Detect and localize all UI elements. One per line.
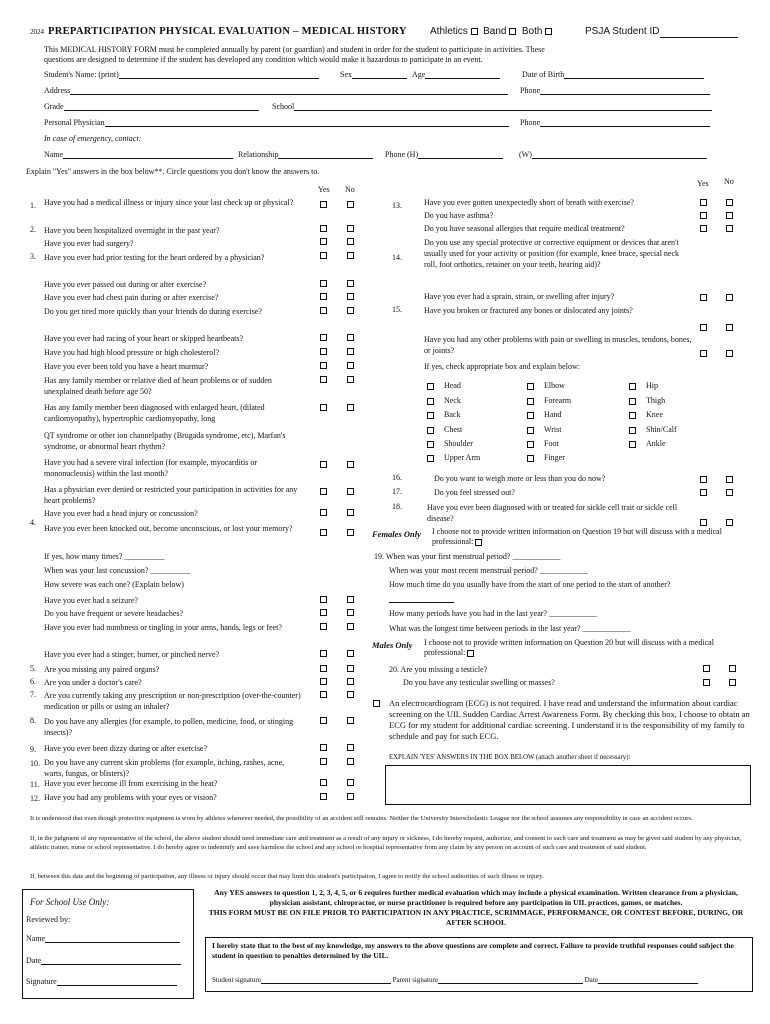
signature-row xyxy=(212,975,698,984)
yes-checkbox[interactable] xyxy=(320,650,327,657)
left-question-text: When was your last concussion? __________ xyxy=(44,566,191,575)
no-checkbox[interactable] xyxy=(347,376,354,383)
right-question-number: 14. xyxy=(392,253,402,262)
left-question-number: 5. xyxy=(30,664,36,673)
explain-box-label: EXPLAIN 'YES' ANSWERS IN THE BOX BELOW (attach another sheet if necessary): xyxy=(389,754,631,761)
left-question-number: 1. xyxy=(30,201,36,210)
yes-checkbox[interactable] xyxy=(320,334,327,341)
body-part-option[interactable] xyxy=(527,410,561,419)
ecg-statement: An electrocardiogram (ECG) is not required. I have read and understand the information about cardiac screening on the UIL Sudden Cardiac Arrest Awareness Form. By checking this box, I choose to obtain an ECG for my student for additional cardiac screening. I understand it is the responsibility of my family to schedule and pay for such ECG. xyxy=(389,698,750,741)
body-part-label: Foot xyxy=(544,439,559,448)
body-part-label: Ankle xyxy=(646,439,666,448)
intro-text: This MEDICAL HISTORY FORM must be completed annually by parent (or guardian) and student in order for the student to participate in activities. These questions are designed to determine if the student has developed any condition which would make it hazardous to participate in an event. xyxy=(44,45,545,64)
yes-checkbox[interactable] xyxy=(320,348,327,355)
left-question-number: 10. xyxy=(30,759,40,768)
yes-checkbox[interactable] xyxy=(320,665,327,672)
left-question-text: Have you had a medical illness or injury since your last check up or physical? xyxy=(44,198,294,207)
yes-checkbox[interactable] xyxy=(320,404,327,411)
left-question-text: Do you have any current skin problems (for example, itching, rashes, acne, warts, fungus, or blisters)? xyxy=(44,758,285,778)
truthfulness-statement: I hereby state that to the best of my knowledge, my answers to the above questions are complete and correct. Failure to provide truthful responses could subject the student in question to penalties determined by the UIL. xyxy=(212,941,734,960)
body-part-checkbox[interactable] xyxy=(629,383,636,390)
body-part-option[interactable] xyxy=(527,381,565,390)
no-checkbox[interactable] xyxy=(347,650,354,657)
yes-checkbox[interactable] xyxy=(320,678,327,685)
sex-field[interactable]: Sex xyxy=(340,70,407,79)
females-only-label: Females Only xyxy=(372,529,421,539)
phone-home-field[interactable]: Phone (H) xyxy=(385,150,503,159)
left-question-text: Are you currently taking any prescription or non-prescription (over-the-counter) medication or pills or using an inhaler? xyxy=(44,691,301,711)
body-part-option[interactable] xyxy=(527,453,565,462)
ecg-checkbox[interactable] xyxy=(373,700,380,707)
yes-checkbox[interactable] xyxy=(320,758,327,765)
body-part-label: Wrist xyxy=(544,425,562,434)
right-question-text: Have you ever been diagnosed with or treated for sickle cell trait or sickle cell disease? xyxy=(427,503,678,523)
no-checkbox[interactable] xyxy=(347,404,354,411)
body-part-label: Thigh xyxy=(646,396,666,405)
body-part-label: Head xyxy=(444,381,461,390)
no-checkbox[interactable] xyxy=(347,609,354,616)
yes-checkbox[interactable] xyxy=(320,225,327,232)
body-part-label: Hip xyxy=(646,381,658,390)
no-checkbox[interactable] xyxy=(347,717,354,724)
yes-checkbox[interactable] xyxy=(700,519,707,526)
body-part-checkbox[interactable] xyxy=(427,383,434,390)
left-question-text: Do you have frequent or severe headaches? xyxy=(44,609,184,618)
right-question-text: Have you had any other problems with pain or swelling in muscles, tendons, bones, or joints? xyxy=(424,335,692,355)
both-checkbox[interactable] xyxy=(545,28,552,35)
left-question-text: Have you ever been knocked out, become unconscious, or lost your memory? xyxy=(44,524,293,533)
females-note: I choose not to provide written information on Question 19 but will discuss with a medical professional: xyxy=(432,527,722,546)
body-part-label: Neck xyxy=(444,396,461,405)
q19-period-interval: How much time do you usually have from the start of one period to the start of another? xyxy=(389,580,671,589)
body-part-option[interactable] xyxy=(427,381,461,390)
left-question-number: 7. xyxy=(30,690,36,699)
yes-checkbox[interactable] xyxy=(320,529,327,536)
body-part-label: Finger xyxy=(544,453,565,462)
phone-work-field[interactable]: (W) xyxy=(519,150,707,159)
school-use-name-field[interactable]: Name xyxy=(26,934,180,943)
no-checkbox[interactable] xyxy=(347,758,354,765)
yes-checkbox[interactable] xyxy=(320,717,327,724)
no-checkbox[interactable] xyxy=(726,212,733,219)
body-part-option[interactable] xyxy=(629,439,666,448)
left-question-number: 12. xyxy=(30,794,40,803)
right-question-text: Do you feel stressed out? xyxy=(434,488,515,497)
left-question-text: Have you ever become ill from exercising in the heat? xyxy=(44,779,218,788)
no-checkbox[interactable] xyxy=(347,678,354,685)
q19-longest-time: What was the longest time between periods in the last year? ____________ xyxy=(389,624,631,633)
left-question-text: Have you ever passed out during or after exercise? xyxy=(44,280,207,289)
right-question-text: Have you broken or fractured any bones or dislocated any joints? xyxy=(424,306,633,315)
yes-checkbox[interactable] xyxy=(320,307,327,314)
q19-period-count: How many periods have you had in the last year? ____________ xyxy=(389,609,597,618)
yes-checkbox[interactable] xyxy=(320,691,327,698)
no-checkbox[interactable] xyxy=(347,280,354,287)
physician-phone-field[interactable]: Phone xyxy=(520,118,710,127)
left-question-number: 11. xyxy=(30,780,40,789)
left-question-text: Have you ever been dizzy during or after exercise? xyxy=(44,744,208,753)
no-checkbox[interactable] xyxy=(347,596,354,603)
right-question-number: 17. xyxy=(392,487,402,496)
body-part-label: Shin/Calf xyxy=(646,425,677,434)
yes-header-left: Yes xyxy=(318,185,330,194)
no-header-left: No xyxy=(345,185,355,194)
no-header-right: No xyxy=(724,177,734,186)
consent-paragraph: If, in the judgment of any representative of the school, the above student should need immediate care and treatment as a result of any injury or sickness, I do hereby request, authorize, and consent to such care and treatment as may be given said student by any physician, athletic trainer, nurse or school representative. I do hereby agree to indemnify and save harmless the school and any school or hospital representative from any claim by any person on account of such care and treatment of said student. xyxy=(30,835,742,851)
no-checkbox[interactable] xyxy=(347,348,354,355)
body-part-option[interactable] xyxy=(629,425,677,434)
right-question-text: Do you have seasonal allergies that require medical treatment? xyxy=(424,224,625,233)
no-checkbox[interactable] xyxy=(347,623,354,630)
left-question-text: Have you ever had prior testing for the heart ordered by a physician? xyxy=(44,253,265,262)
no-checkbox[interactable] xyxy=(347,307,354,314)
no-checkbox[interactable] xyxy=(347,488,354,495)
age-field[interactable]: Age xyxy=(412,70,500,79)
yes-checkbox[interactable] xyxy=(320,623,327,630)
left-question-text: Have you ever been told you have a heart murmur? xyxy=(44,362,209,371)
no-checkbox[interactable] xyxy=(347,293,354,300)
yes-checkbox[interactable] xyxy=(320,779,327,786)
school-field[interactable]: School xyxy=(272,102,712,111)
option-athletics[interactable]: Athletics Band Both xyxy=(430,26,552,38)
males-only-label: Males Only xyxy=(372,640,413,650)
notify-paragraph: If, between this date and the beginning of participation, any illness or injury should occur that may limit this student's participation, I agree to notify the school authorities of such illness or injury. xyxy=(30,873,544,880)
no-checkbox[interactable] xyxy=(726,199,733,206)
body-part-checkbox[interactable] xyxy=(629,441,636,448)
body-part-option[interactable] xyxy=(527,396,571,405)
right-question-text: Do you have asthma? xyxy=(424,211,494,220)
explain-instructions: Explain "Yes" answers in the box below**. Circle questions you don't know the answers to. xyxy=(26,167,320,176)
yes-checkbox[interactable] xyxy=(320,461,327,468)
body-part-checkbox[interactable] xyxy=(527,427,534,434)
left-question-text: QT syndrome or other ion channelpathy (Brugada syndrome, etc), Marfan's syndrome, or abnormal heart rhythm? xyxy=(44,431,286,451)
body-part-label: Back xyxy=(444,410,461,419)
left-question-number: 4. xyxy=(30,518,36,527)
school-use-signature-field[interactable]: Signature xyxy=(26,977,177,986)
body-part-label: Knee xyxy=(646,410,663,419)
clearance-notice: Any YES answers to question 1, 2, 3, 4, 5, or 6 requires further medical evaluation which may include a physical examination. Written clearance from a physician, physician assistant, chiropractor, or nurse practitioner is required before any participation in UIL practices, games, or matches. THIS FORM MUST BE ON FILE PRIOR TO PARTICIPATION IN ANY PRACTICE, SCRIMMAGE, PERFORMANCE, OR CONTEST BEFORE, DURING, OR AFTER SCHOOL xyxy=(208,888,744,927)
no-checkbox[interactable] xyxy=(726,476,733,483)
body-part-label: Hand xyxy=(544,410,562,419)
left-question-text: Have you had a severe viral infection (for example, myocarditis or mononucleosis) within the last month? xyxy=(44,458,258,478)
body-part-option[interactable] xyxy=(629,396,665,405)
yes-checkbox[interactable] xyxy=(700,350,707,357)
no-checkbox[interactable] xyxy=(347,529,354,536)
yes-checkbox[interactable] xyxy=(700,225,707,232)
males-note: I choose not to provide written information on Question 20 but will discuss with a medical professional: xyxy=(424,638,714,657)
signature-date-field[interactable]: Date xyxy=(585,976,698,984)
yes-checkbox[interactable] xyxy=(320,362,327,369)
q20-yes-checkbox[interactable] xyxy=(703,665,710,672)
right-question-number: 16. xyxy=(392,473,402,482)
body-part-checkbox[interactable] xyxy=(427,398,434,405)
left-question-number: 6. xyxy=(30,677,36,686)
left-question-number: 2. xyxy=(30,225,36,234)
body-part-label: Upper Arm xyxy=(444,453,481,462)
body-part-checkbox[interactable] xyxy=(427,441,434,448)
emergency-name-field[interactable]: Name xyxy=(44,150,233,159)
left-question-text: Have you ever had numbness or tingling in your arms, hands, legs or feet? xyxy=(44,623,282,632)
no-checkbox[interactable] xyxy=(347,509,354,516)
right-question-text: If yes, check appropriate box and explain below: xyxy=(424,362,580,371)
left-question-text: Has any family member been diagnosed with enlarged heart, (dilated cardiomyopathy), hypertrophic cardiomyopathy, long xyxy=(44,403,265,423)
student-signature-field[interactable]: Student signature xyxy=(212,976,391,984)
reviewed-by-label: Reviewed by: xyxy=(26,915,71,924)
no-checkbox[interactable] xyxy=(347,793,354,800)
body-part-option[interactable] xyxy=(629,381,658,390)
q19-first-period: 19. When was your first menstrual period? ____________ xyxy=(374,552,561,561)
left-question-text: Are you under a doctor's care? xyxy=(44,678,142,687)
yes-checkbox[interactable] xyxy=(700,489,707,496)
right-question-number: 18. xyxy=(392,502,402,511)
body-part-checkbox[interactable] xyxy=(527,383,534,390)
parent-signature-field[interactable]: Parent signature xyxy=(393,976,583,984)
no-checkbox[interactable] xyxy=(347,252,354,259)
left-question-text: Have you ever had racing of your heart or skipped heartbeats? xyxy=(44,334,244,343)
body-part-checkbox[interactable] xyxy=(527,412,534,419)
right-question-number: 13. xyxy=(392,201,402,210)
no-checkbox[interactable] xyxy=(726,294,733,301)
left-question-number: 8. xyxy=(30,716,36,725)
no-checkbox[interactable] xyxy=(726,324,733,331)
body-part-option[interactable] xyxy=(629,410,663,419)
body-part-checkbox[interactable] xyxy=(629,412,636,419)
no-checkbox[interactable] xyxy=(347,225,354,232)
body-part-checkbox[interactable] xyxy=(427,412,434,419)
yes-checkbox[interactable] xyxy=(700,294,707,301)
q20b-no-checkbox[interactable] xyxy=(729,679,736,686)
emergency-label: In case of emergency, contact: xyxy=(44,134,142,143)
body-part-checkbox[interactable] xyxy=(427,427,434,434)
body-part-checkbox[interactable] xyxy=(629,398,636,405)
yes-checkbox[interactable] xyxy=(320,293,327,300)
body-part-label: Elbow xyxy=(544,381,565,390)
form-title: PREPARTICIPATION PHYSICAL EVALUATION – MEDICAL HISTORY xyxy=(48,26,407,37)
right-question-number: 15. xyxy=(392,305,402,314)
yes-checkbox[interactable] xyxy=(320,609,327,616)
yes-checkbox[interactable] xyxy=(320,238,327,245)
left-question-text: Are you missing any paired organs? xyxy=(44,665,160,674)
q19-interval-line[interactable] xyxy=(389,594,454,603)
school-use-title: For School Use Only: xyxy=(30,897,110,907)
no-checkbox[interactable] xyxy=(347,779,354,786)
body-part-checkbox[interactable] xyxy=(427,455,434,462)
no-checkbox[interactable] xyxy=(726,489,733,496)
yes-checkbox[interactable] xyxy=(700,199,707,206)
no-checkbox[interactable] xyxy=(726,225,733,232)
left-question-text: If yes, how many times? __________ xyxy=(44,552,165,561)
physician-field[interactable]: Personal Physician xyxy=(44,118,509,127)
yes-header-right: Yes xyxy=(697,179,709,188)
yes-checkbox[interactable] xyxy=(700,324,707,331)
left-question-text: Do you have any allergies (for example, to pollen, medicine, food, or stinging insects)? xyxy=(44,717,294,737)
no-checkbox[interactable] xyxy=(347,362,354,369)
left-question-number: 3. xyxy=(30,252,36,261)
no-checkbox[interactable] xyxy=(347,691,354,698)
body-part-checkbox[interactable] xyxy=(527,455,534,462)
school-use-date-field[interactable]: Date xyxy=(26,956,181,965)
form-year: 2024 xyxy=(30,28,44,36)
body-part-option[interactable] xyxy=(427,410,460,419)
right-question-text: Have you ever gotten unexpectedly short of breath with exercise? xyxy=(424,198,634,207)
q19-recent-period: When was your most recent menstrual period? ____________ xyxy=(389,566,588,575)
yes-checkbox[interactable] xyxy=(320,793,327,800)
yes-checkbox[interactable] xyxy=(320,201,327,208)
left-question-text: Do you get tired more quickly than your friends do during exercise? xyxy=(44,307,262,316)
band-checkbox[interactable] xyxy=(509,28,516,35)
left-question-text: Have you ever had a stinger, burner, or pinched nerve? xyxy=(44,650,220,659)
left-question-text: Have you ever had chest pain during or after exercise? xyxy=(44,293,219,302)
q20b-yes-checkbox[interactable] xyxy=(703,679,710,686)
body-part-option[interactable] xyxy=(427,453,480,462)
student-id-field[interactable]: PSJA Student ID xyxy=(585,26,738,38)
left-question-text: Have you had any problems with your eyes or vision? xyxy=(44,793,217,802)
yes-checkbox[interactable] xyxy=(320,744,327,751)
no-checkbox[interactable] xyxy=(726,350,733,357)
athletics-checkbox[interactable] xyxy=(471,28,478,35)
student-name-field[interactable]: Student's Name: (print) xyxy=(44,70,319,79)
body-part-checkbox[interactable] xyxy=(527,398,534,405)
yes-checkbox[interactable] xyxy=(700,212,707,219)
body-part-label: Forearm xyxy=(544,396,572,405)
yes-checkbox[interactable] xyxy=(320,596,327,603)
yes-checkbox[interactable] xyxy=(700,476,707,483)
q20-testicle: 20. Are you missing a testicle? xyxy=(389,665,488,674)
left-question-text: Has any family member or relative died of heart problems or of sudden unexplained death before age 50? xyxy=(44,376,272,396)
body-part-option[interactable] xyxy=(427,425,462,434)
left-question-text: Have you had high blood pressure or high cholesterol? xyxy=(44,348,220,357)
right-question-text: Do you use any special protective or corrective equipment or devices that aren't usually used for your activity or position (for example, knee brace, special neck roll, foot orthotics, retainer on your teeth, hearing aid)? xyxy=(424,238,680,269)
yes-checkbox[interactable] xyxy=(320,280,327,287)
no-checkbox[interactable] xyxy=(347,461,354,468)
q20-swelling: Do you have any testicular swelling or masses? xyxy=(403,678,555,687)
body-part-option[interactable] xyxy=(427,439,473,448)
dob-field[interactable]: Date of Birth xyxy=(522,70,704,79)
relationship-field[interactable]: Relationship xyxy=(238,150,373,159)
address-field[interactable]: Address xyxy=(44,86,508,95)
no-checkbox[interactable] xyxy=(347,238,354,245)
body-part-option[interactable] xyxy=(527,425,561,434)
no-checkbox[interactable] xyxy=(347,334,354,341)
no-checkbox[interactable] xyxy=(347,744,354,751)
yes-checkbox[interactable] xyxy=(320,252,327,259)
right-question-text: Do you want to weigh more or less than you do now? xyxy=(434,474,606,483)
body-part-option[interactable] xyxy=(527,439,559,448)
males-discuss-checkbox[interactable] xyxy=(467,650,474,657)
explain-box[interactable] xyxy=(385,765,751,805)
left-question-text: How severe was each one? (Explain below) xyxy=(44,580,184,589)
no-checkbox[interactable] xyxy=(347,665,354,672)
body-part-checkbox[interactable] xyxy=(527,441,534,448)
phone-field[interactable]: Phone xyxy=(520,86,710,95)
left-question-text: Have you been hospitalized overnight in the past year? xyxy=(44,226,220,235)
yes-checkbox[interactable] xyxy=(320,376,327,383)
yes-checkbox[interactable] xyxy=(320,488,327,495)
no-checkbox[interactable] xyxy=(726,519,733,526)
grade-field[interactable]: Grade xyxy=(44,102,259,111)
right-question-text: Have you ever had a sprain, strain, or swelling after injury? xyxy=(424,292,615,301)
left-question-text: Have you ever had a head injury or concussion? xyxy=(44,509,198,518)
body-part-option[interactable] xyxy=(427,396,461,405)
left-question-text: Have you ever had a seizure? xyxy=(44,596,138,605)
body-part-label: Chest xyxy=(444,425,463,434)
no-checkbox[interactable] xyxy=(347,201,354,208)
body-part-label: Shoulder xyxy=(444,439,473,448)
left-question-text: Has a physician ever denied or restricted your participation in activities for any heart problems? xyxy=(44,485,298,505)
females-discuss-checkbox[interactable] xyxy=(475,539,482,546)
body-part-checkbox[interactable] xyxy=(629,427,636,434)
q20-no-checkbox[interactable] xyxy=(729,665,736,672)
left-question-text: Have you ever had surgery? xyxy=(44,239,134,248)
yes-checkbox[interactable] xyxy=(320,509,327,516)
left-question-number: 9. xyxy=(30,745,36,754)
liability-paragraph: It is understood that even though protective equipment is worn by athletes whenever needed, the possibility of an accident still remains. Neither the University Interscholastic League nor the school assumes any responsibility in case an accident occurs. xyxy=(30,815,693,822)
